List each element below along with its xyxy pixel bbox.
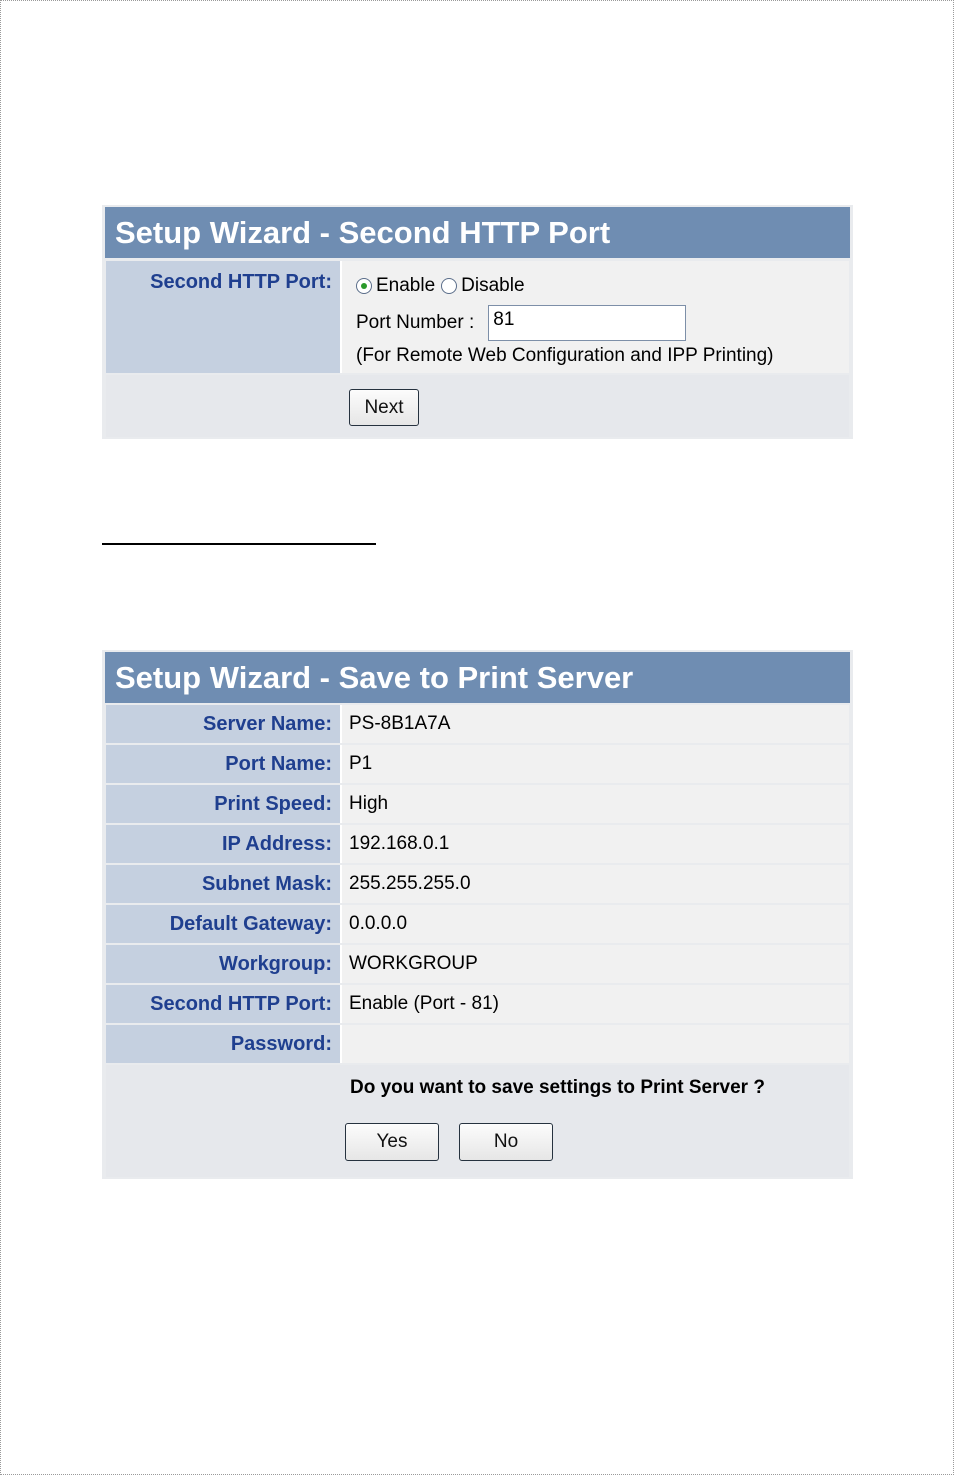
row-label: Server Name: [106,705,342,743]
row-value: PS-8B1A7A [342,705,849,743]
row-value: 255.255.255.0 [342,865,849,903]
row-value: P1 [342,745,849,783]
row-label: Workgroup: [106,945,342,983]
row-value: Enable (Port - 81) [342,985,849,1023]
port-number-label: Port Number : [356,312,475,333]
table-row [106,705,849,743]
no-button[interactable]: No [459,1123,553,1161]
row-label: Default Gateway: [106,905,342,943]
table-row [106,905,849,943]
settings-summary-table [106,705,849,1065]
second-http-port-panel [102,205,853,439]
row-value: 192.168.0.1 [342,825,849,863]
table-row [106,945,849,983]
panel-footer [106,1065,849,1177]
second-http-port-value-cell [342,261,849,373]
panel-title: Setup Wizard - Second HTTP Port [105,207,850,258]
table-row [106,865,849,903]
second-http-port-label: Second HTTP Port: [106,261,342,373]
enable-disable-radio-group [356,275,531,297]
save-question: Do you want to save settings to Print Server ? [350,1077,765,1098]
panel-footer [106,375,849,437]
row-value: High [342,785,849,823]
table-row [106,985,849,1023]
row-label: Second HTTP Port: [106,985,342,1023]
row-label: Port Name: [106,745,342,783]
row-value: 0.0.0.0 [342,905,849,943]
row-label: Subnet Mask: [106,865,342,903]
row-label: Password: [106,1025,342,1063]
save-to-print-server-panel [102,650,853,1179]
port-number-line [356,305,686,341]
row-value [342,1025,849,1063]
port-number-input[interactable] [488,305,686,341]
disable-radio-label[interactable]: Disable [461,275,525,296]
table-row [106,1025,849,1063]
table-row [106,825,849,863]
panel-title: Setup Wizard - Save to Print Server [105,652,850,703]
second-http-port-row [106,261,849,373]
table-row [106,785,849,823]
row-label: Print Speed: [106,785,342,823]
port-note: (For Remote Web Configuration and IPP Printing) [356,345,774,366]
enable-radio[interactable] [356,278,372,294]
divider-line [102,543,376,545]
disable-radio[interactable] [441,278,457,294]
next-button[interactable]: Next [349,389,419,426]
table-row [106,745,849,783]
yes-button[interactable]: Yes [345,1123,439,1161]
row-label: IP Address: [106,825,342,863]
row-value: WORKGROUP [342,945,849,983]
enable-radio-label[interactable]: Enable [376,275,436,296]
